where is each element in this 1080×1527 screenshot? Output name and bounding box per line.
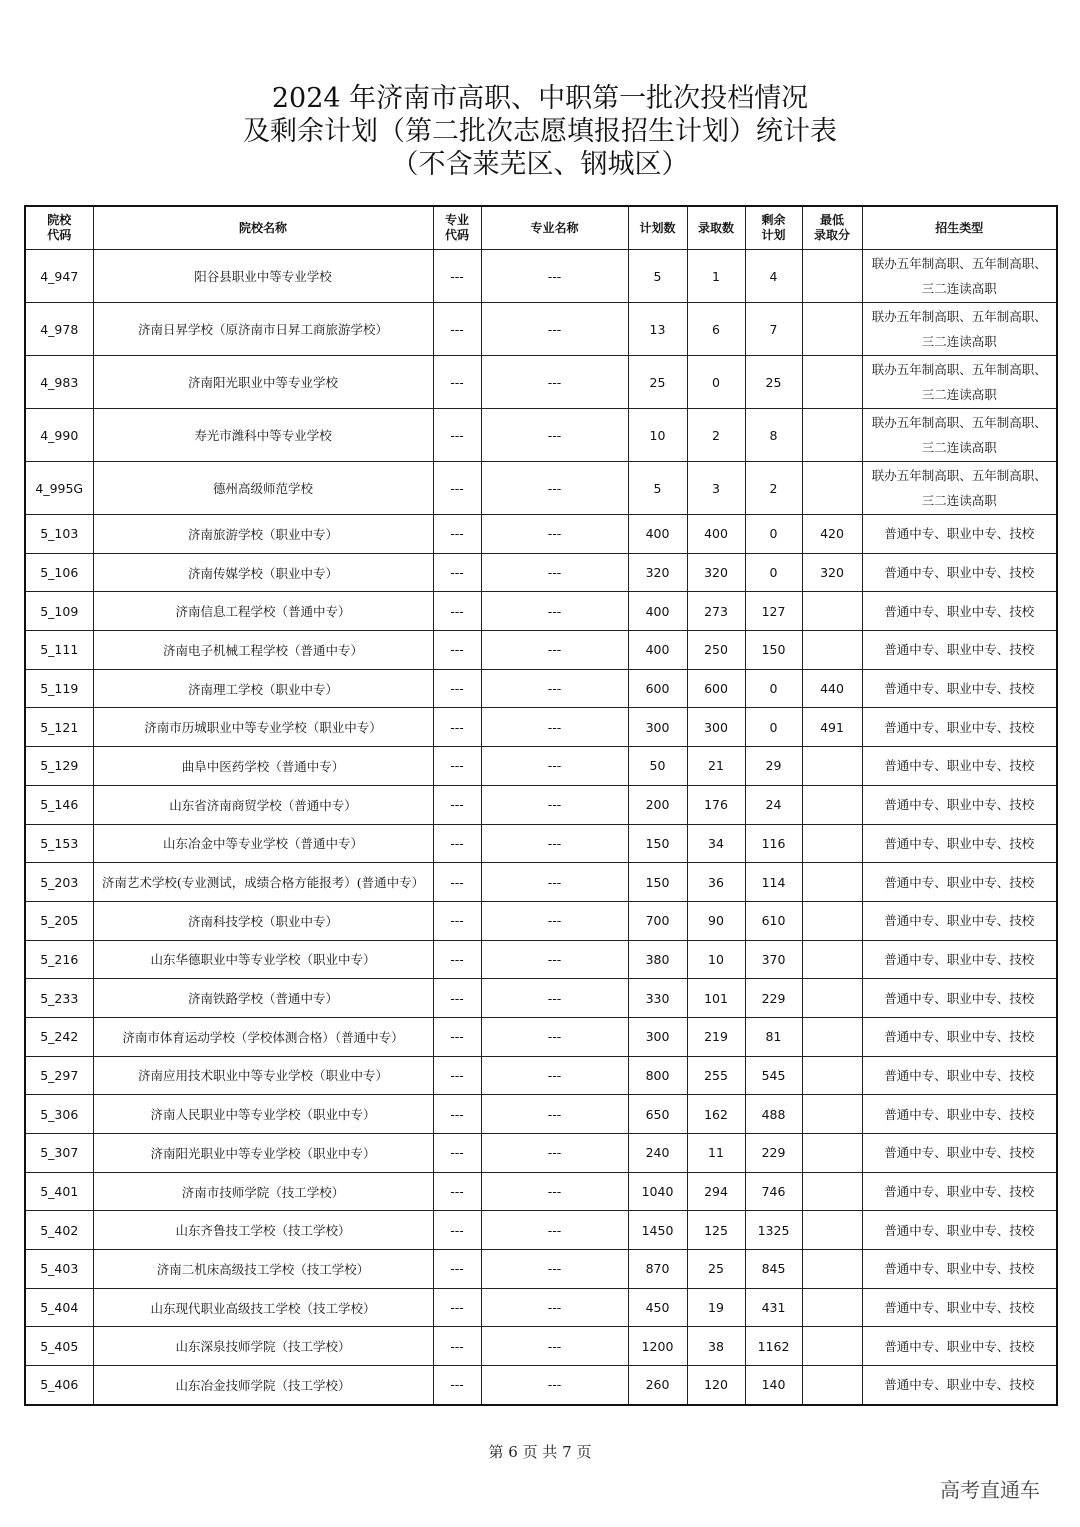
cell-type: 普通中专、职业中专、技校 (862, 1095, 1057, 1134)
table-row (25, 785, 1057, 824)
cell-name: 济南科技学校（职业中专） (93, 901, 433, 940)
cell-name: 济南电子机械工程学校（普通中专） (93, 631, 433, 670)
cell-major-code: --- (433, 303, 481, 356)
cell-min-score (802, 1211, 862, 1250)
cell-code: 5_203 (25, 863, 93, 902)
cell-major-code: --- (433, 462, 481, 515)
table-row (25, 1172, 1057, 1211)
table-row (25, 1095, 1057, 1134)
table-row (25, 1134, 1057, 1173)
cell-min-score (802, 409, 862, 462)
cell-plan: 5 (628, 250, 687, 303)
cell-code: 4_990 (25, 409, 93, 462)
cell-type: 普通中专、职业中专、技校 (862, 901, 1057, 940)
cell-name: 山东现代职业高级技工学校（技工学校） (93, 1288, 433, 1327)
cell-major-name: --- (481, 1250, 628, 1289)
cell-admitted: 21 (687, 747, 745, 786)
cell-major-name: --- (481, 863, 628, 902)
cell-name: 济南传媒学校（职业中专） (93, 553, 433, 592)
cell-plan: 800 (628, 1056, 687, 1095)
cell-type: 普通中专、职业中专、技校 (862, 515, 1057, 554)
cell-min-score (802, 1366, 862, 1405)
cell-name: 济南艺术学校(专业测试，成绩合格方能报考）(普通中专） (93, 863, 433, 902)
cell-code: 5_405 (25, 1327, 93, 1366)
cell-major-name: --- (481, 250, 628, 303)
cell-code: 5_233 (25, 979, 93, 1018)
cell-major-name: --- (481, 515, 628, 554)
cell-admitted: 6 (687, 303, 745, 356)
cell-major-name: --- (481, 901, 628, 940)
table-body (25, 250, 1057, 1405)
cell-plan: 10 (628, 409, 687, 462)
cell-code: 4_983 (25, 356, 93, 409)
cell-remaining: 150 (745, 631, 802, 670)
cell-code: 4_995G (25, 462, 93, 515)
cell-admitted: 90 (687, 901, 745, 940)
cell-remaining: 229 (745, 979, 802, 1018)
cell-admitted: 219 (687, 1017, 745, 1056)
cell-remaining: 488 (745, 1095, 802, 1134)
cell-plan: 1200 (628, 1327, 687, 1366)
table-row (25, 824, 1057, 863)
cell-min-score (802, 863, 862, 902)
table-row (25, 409, 1057, 462)
cell-remaining: 116 (745, 824, 802, 863)
cell-admitted: 0 (687, 356, 745, 409)
cell-major-code: --- (433, 863, 481, 902)
document-title-line-1: 2024 年济南市高职、中职第一批次投档情况 (271, 83, 809, 114)
table-row (25, 1056, 1057, 1095)
cell-code: 5_111 (25, 631, 93, 670)
cell-name: 济南铁路学校（普通中专） (93, 979, 433, 1018)
cell-name: 济南应用技术职业中等专业学校（职业中专） (93, 1056, 433, 1095)
cell-major-code: --- (433, 901, 481, 940)
cell-type: 普通中专、职业中专、技校 (862, 1288, 1057, 1327)
cell-min-score (802, 785, 862, 824)
cell-name: 济南市历城职业中等专业学校（职业中专） (93, 708, 433, 747)
cell-major-name: --- (481, 1134, 628, 1173)
cell-major-code: --- (433, 747, 481, 786)
cell-plan: 200 (628, 785, 687, 824)
cell-min-score (802, 303, 862, 356)
cell-min-score (802, 1134, 862, 1173)
table-header-row (25, 206, 1057, 250)
cell-min-score (802, 747, 862, 786)
cell-admitted: 273 (687, 592, 745, 631)
cell-plan: 450 (628, 1288, 687, 1327)
cell-min-score (802, 1095, 862, 1134)
cell-name: 山东华德职业中等专业学校（职业中专） (93, 940, 433, 979)
cell-code: 5_403 (25, 1250, 93, 1289)
cell-code: 5_216 (25, 940, 93, 979)
cell-min-score (802, 1172, 862, 1211)
cell-admitted: 294 (687, 1172, 745, 1211)
cell-major-code: --- (433, 824, 481, 863)
cell-name: 济南人民职业中等专业学校（职业中专） (93, 1095, 433, 1134)
cell-name: 济南市体育运动学校（学校体测合格）（普通中专） (93, 1017, 433, 1056)
cell-type: 普通中专、职业中专、技校 (862, 592, 1057, 631)
cell-remaining: 370 (745, 940, 802, 979)
cell-major-name: --- (481, 1327, 628, 1366)
cell-major-code: --- (433, 356, 481, 409)
cell-code: 5_242 (25, 1017, 93, 1056)
cell-name: 济南市技师学院（技工学校） (93, 1172, 433, 1211)
cell-remaining: 7 (745, 303, 802, 356)
cell-min-score (802, 1327, 862, 1366)
document-title-line-2: 及剩余计划（第二批次志愿填报招生计划）统计表 (243, 116, 837, 147)
cell-major-code: --- (433, 979, 481, 1018)
cell-plan: 600 (628, 669, 687, 708)
cell-remaining: 1162 (745, 1327, 802, 1366)
cell-name: 山东冶金中等专业学校（普通中专） (93, 824, 433, 863)
cell-plan: 400 (628, 592, 687, 631)
table-row (25, 940, 1057, 979)
cell-plan: 150 (628, 863, 687, 902)
col-header-plan: 计划数 (628, 206, 687, 250)
cell-min-score (802, 1288, 862, 1327)
cell-min-score (802, 979, 862, 1018)
cell-name: 山东冶金技师学院（技工学校） (93, 1366, 433, 1405)
cell-min-score (802, 1056, 862, 1095)
cell-min-score: 440 (802, 669, 862, 708)
cell-major-code: --- (433, 1366, 481, 1405)
cell-major-name: --- (481, 940, 628, 979)
cell-remaining: 845 (745, 1250, 802, 1289)
table-row (25, 462, 1057, 515)
cell-code: 5_106 (25, 553, 93, 592)
table-row (25, 669, 1057, 708)
cell-plan: 320 (628, 553, 687, 592)
cell-admitted: 120 (687, 1366, 745, 1405)
col-header-major-code: 专业 代码 (433, 206, 481, 250)
cell-admitted: 38 (687, 1327, 745, 1366)
table-row (25, 303, 1057, 356)
cell-major-code: --- (433, 409, 481, 462)
cell-remaining: 140 (745, 1366, 802, 1405)
cell-type: 普通中专、职业中专、技校 (862, 1366, 1057, 1405)
cell-admitted: 300 (687, 708, 745, 747)
cell-admitted: 255 (687, 1056, 745, 1095)
cell-plan: 330 (628, 979, 687, 1018)
cell-code: 5_307 (25, 1134, 93, 1173)
table-row (25, 592, 1057, 631)
col-header-remaining: 剩余 计划 (745, 206, 802, 250)
table-row (25, 1250, 1057, 1289)
cell-remaining: 610 (745, 901, 802, 940)
cell-type: 普通中专、职业中专、技校 (862, 553, 1057, 592)
cell-name: 济南旅游学校（职业中专） (93, 515, 433, 554)
cell-major-code: --- (433, 940, 481, 979)
cell-type: 联办五年制高职、五年制高职、 三二连读高职 (862, 409, 1057, 462)
cell-code: 5_109 (25, 592, 93, 631)
cell-type: 普通中专、职业中专、技校 (862, 824, 1057, 863)
cell-min-score (802, 1017, 862, 1056)
cell-admitted: 600 (687, 669, 745, 708)
cell-min-score: 320 (802, 553, 862, 592)
cell-plan: 240 (628, 1134, 687, 1173)
cell-type: 普通中专、职业中专、技校 (862, 940, 1057, 979)
cell-major-code: --- (433, 515, 481, 554)
cell-min-score (802, 901, 862, 940)
cell-major-code: --- (433, 785, 481, 824)
cell-name: 济南理工学校（职业中专） (93, 669, 433, 708)
cell-remaining: 24 (745, 785, 802, 824)
cell-admitted: 36 (687, 863, 745, 902)
cell-plan: 300 (628, 708, 687, 747)
cell-major-name: --- (481, 409, 628, 462)
cell-type: 普通中专、职业中专、技校 (862, 863, 1057, 902)
cell-plan: 13 (628, 303, 687, 356)
cell-plan: 650 (628, 1095, 687, 1134)
cell-plan: 150 (628, 824, 687, 863)
cell-name: 济南阳光职业中等专业学校（职业中专） (93, 1134, 433, 1173)
cell-remaining: 0 (745, 708, 802, 747)
col-header-min-score: 最低 录取分 (802, 206, 862, 250)
watermark: 高考直通车 (940, 1478, 1040, 1502)
cell-plan: 50 (628, 747, 687, 786)
page-number: 第 6 页 共 7 页 (488, 1443, 592, 1461)
cell-min-score (802, 592, 862, 631)
cell-plan: 300 (628, 1017, 687, 1056)
cell-type: 联办五年制高职、五年制高职、 三二连读高职 (862, 356, 1057, 409)
cell-major-code: --- (433, 250, 481, 303)
cell-remaining: 229 (745, 1134, 802, 1173)
table-row (25, 1288, 1057, 1327)
document-title-line-3: （不含莱芜区、钢城区） (391, 149, 689, 180)
table-row (25, 356, 1057, 409)
cell-major-name: --- (481, 1211, 628, 1250)
cell-admitted: 34 (687, 824, 745, 863)
cell-name: 济南日昇学校（原济南市日昇工商旅游学校） (93, 303, 433, 356)
cell-admitted: 10 (687, 940, 745, 979)
cell-code: 5_205 (25, 901, 93, 940)
col-header-school-name: 院校名称 (93, 206, 433, 250)
cell-remaining: 746 (745, 1172, 802, 1211)
cell-plan: 380 (628, 940, 687, 979)
cell-major-code: --- (433, 553, 481, 592)
cell-admitted: 320 (687, 553, 745, 592)
cell-name: 济南阳光职业中等专业学校 (93, 356, 433, 409)
cell-admitted: 11 (687, 1134, 745, 1173)
cell-major-name: --- (481, 747, 628, 786)
cell-admitted: 25 (687, 1250, 745, 1289)
cell-type: 普通中专、职业中专、技校 (862, 1017, 1057, 1056)
cell-remaining: 81 (745, 1017, 802, 1056)
cell-major-name: --- (481, 631, 628, 670)
cell-type: 普通中专、职业中专、技校 (862, 1134, 1057, 1173)
cell-type: 联办五年制高职、五年制高职、 三二连读高职 (862, 303, 1057, 356)
cell-plan: 870 (628, 1250, 687, 1289)
cell-admitted: 162 (687, 1095, 745, 1134)
cell-plan: 400 (628, 631, 687, 670)
cell-major-code: --- (433, 1250, 481, 1289)
cell-admitted: 101 (687, 979, 745, 1018)
cell-remaining: 29 (745, 747, 802, 786)
cell-code: 5_121 (25, 708, 93, 747)
cell-major-name: --- (481, 1017, 628, 1056)
cell-min-score (802, 631, 862, 670)
table-row (25, 631, 1057, 670)
cell-major-name: --- (481, 553, 628, 592)
cell-remaining: 2 (745, 462, 802, 515)
cell-major-code: --- (433, 1288, 481, 1327)
col-header-admitted: 录取数 (687, 206, 745, 250)
cell-major-name: --- (481, 1056, 628, 1095)
table-row (25, 979, 1057, 1018)
cell-plan: 1450 (628, 1211, 687, 1250)
cell-type: 普通中专、职业中专、技校 (862, 1250, 1057, 1289)
cell-admitted: 2 (687, 409, 745, 462)
col-header-major-name: 专业名称 (481, 206, 628, 250)
cell-major-name: --- (481, 785, 628, 824)
cell-admitted: 250 (687, 631, 745, 670)
cell-remaining: 25 (745, 356, 802, 409)
cell-major-name: --- (481, 1172, 628, 1211)
cell-admitted: 1 (687, 250, 745, 303)
cell-type: 普通中专、职业中专、技校 (862, 1172, 1057, 1211)
cell-type: 普通中专、职业中专、技校 (862, 1327, 1057, 1366)
cell-type: 联办五年制高职、五年制高职、 三二连读高职 (862, 250, 1057, 303)
table-row (25, 250, 1057, 303)
cell-admitted: 125 (687, 1211, 745, 1250)
cell-type: 普通中专、职业中专、技校 (862, 631, 1057, 670)
col-header-type: 招生类型 (862, 206, 1057, 250)
cell-code: 5_402 (25, 1211, 93, 1250)
cell-major-code: --- (433, 1172, 481, 1211)
cell-major-name: --- (481, 1095, 628, 1134)
cell-major-name: --- (481, 824, 628, 863)
cell-type: 普通中专、职业中专、技校 (862, 708, 1057, 747)
cell-type: 普通中专、职业中专、技校 (862, 785, 1057, 824)
table-row (25, 1017, 1057, 1056)
cell-major-code: --- (433, 1017, 481, 1056)
cell-plan: 400 (628, 515, 687, 554)
cell-plan: 260 (628, 1366, 687, 1405)
cell-major-code: --- (433, 1134, 481, 1173)
cell-major-name: --- (481, 669, 628, 708)
cell-plan: 25 (628, 356, 687, 409)
cell-name: 曲阜中医药学校（普通中专） (93, 747, 433, 786)
col-header-school-code: 院校 代码 (25, 206, 93, 250)
cell-name: 山东省济南商贸学校（普通中专） (93, 785, 433, 824)
cell-code: 5_404 (25, 1288, 93, 1327)
cell-code: 5_406 (25, 1366, 93, 1405)
cell-remaining: 114 (745, 863, 802, 902)
cell-name: 济南信息工程学校（普通中专） (93, 592, 433, 631)
cell-remaining: 545 (745, 1056, 802, 1095)
cell-min-score: 420 (802, 515, 862, 554)
cell-plan: 700 (628, 901, 687, 940)
cell-code: 5_306 (25, 1095, 93, 1134)
cell-remaining: 0 (745, 515, 802, 554)
table-row (25, 1327, 1057, 1366)
cell-code: 5_129 (25, 747, 93, 786)
cell-major-code: --- (433, 1056, 481, 1095)
cell-code: 5_119 (25, 669, 93, 708)
cell-code: 5_297 (25, 1056, 93, 1095)
cell-major-name: --- (481, 462, 628, 515)
cell-type: 普通中专、职业中专、技校 (862, 1056, 1057, 1095)
cell-name: 济南二机床高级技工学校（技工学校） (93, 1250, 433, 1289)
cell-code: 5_153 (25, 824, 93, 863)
cell-code: 4_978 (25, 303, 93, 356)
cell-major-code: --- (433, 1327, 481, 1366)
table-row (25, 901, 1057, 940)
table-row (25, 1366, 1057, 1405)
cell-major-name: --- (481, 1366, 628, 1405)
cell-type: 普通中专、职业中专、技校 (862, 1211, 1057, 1250)
cell-name: 寿光市潍科中等专业学校 (93, 409, 433, 462)
cell-type: 联办五年制高职、五年制高职、 三二连读高职 (862, 462, 1057, 515)
cell-major-code: --- (433, 669, 481, 708)
cell-name: 德州高级师范学校 (93, 462, 433, 515)
cell-code: 5_401 (25, 1172, 93, 1211)
cell-name: 山东深泉技师学院（技工学校） (93, 1327, 433, 1366)
cell-major-name: --- (481, 303, 628, 356)
cell-min-score (802, 462, 862, 515)
cell-name: 山东齐鲁技工学校（技工学校） (93, 1211, 433, 1250)
cell-min-score: 491 (802, 708, 862, 747)
cell-major-name: --- (481, 1288, 628, 1327)
cell-plan: 5 (628, 462, 687, 515)
cell-major-code: --- (433, 631, 481, 670)
cell-major-name: --- (481, 708, 628, 747)
cell-min-score (802, 356, 862, 409)
cell-major-name: --- (481, 979, 628, 1018)
table-row (25, 1211, 1057, 1250)
table-row (25, 863, 1057, 902)
cell-admitted: 400 (687, 515, 745, 554)
cell-major-name: --- (481, 356, 628, 409)
cell-plan: 1040 (628, 1172, 687, 1211)
cell-admitted: 19 (687, 1288, 745, 1327)
cell-name: 阳谷县职业中等专业学校 (93, 250, 433, 303)
cell-min-score (802, 1250, 862, 1289)
table-row (25, 515, 1057, 554)
cell-code: 5_103 (25, 515, 93, 554)
cell-remaining: 0 (745, 669, 802, 708)
cell-admitted: 3 (687, 462, 745, 515)
cell-type: 普通中专、职业中专、技校 (862, 669, 1057, 708)
cell-min-score (802, 250, 862, 303)
cell-admitted: 176 (687, 785, 745, 824)
table-row (25, 708, 1057, 747)
cell-type: 普通中专、职业中专、技校 (862, 747, 1057, 786)
cell-remaining: 4 (745, 250, 802, 303)
cell-remaining: 127 (745, 592, 802, 631)
cell-remaining: 0 (745, 553, 802, 592)
cell-code: 4_947 (25, 250, 93, 303)
cell-remaining: 8 (745, 409, 802, 462)
table-row (25, 747, 1057, 786)
admission-table (24, 205, 1058, 1406)
table-row (25, 553, 1057, 592)
cell-remaining: 1325 (745, 1211, 802, 1250)
cell-major-code: --- (433, 592, 481, 631)
cell-major-code: --- (433, 708, 481, 747)
cell-min-score (802, 824, 862, 863)
cell-remaining: 431 (745, 1288, 802, 1327)
cell-major-code: --- (433, 1095, 481, 1134)
cell-code: 5_146 (25, 785, 93, 824)
cell-min-score (802, 940, 862, 979)
cell-type: 普通中专、职业中专、技校 (862, 979, 1057, 1018)
cell-major-code: --- (433, 1211, 481, 1250)
cell-major-name: --- (481, 592, 628, 631)
